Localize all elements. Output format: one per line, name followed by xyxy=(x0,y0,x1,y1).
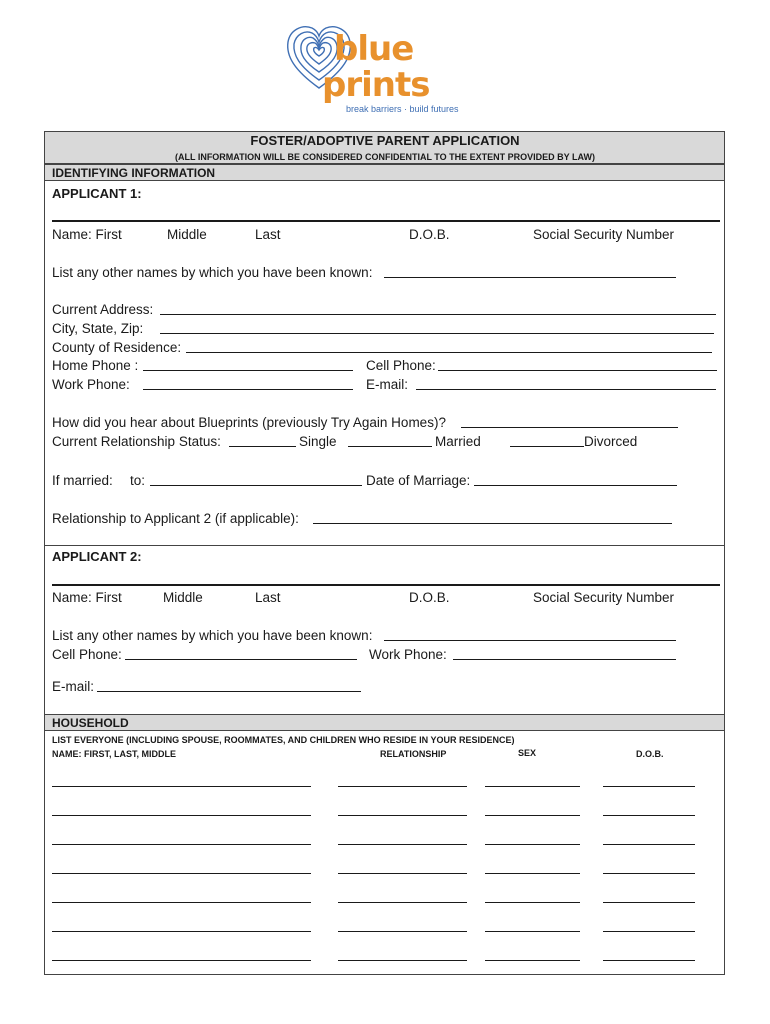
household-name-field[interactable] xyxy=(52,844,311,845)
household-sex-field[interactable] xyxy=(485,786,580,787)
confidential-note: (ALL INFORMATION WILL BE CONSIDERED CONFIDENTIAL TO THE EXTENT PROVIDED BY LAW) xyxy=(174,152,595,162)
household-col-sex: SEX xyxy=(518,748,537,758)
household-sex-field[interactable] xyxy=(485,815,580,816)
a1-single-field[interactable] xyxy=(229,446,296,447)
a2-email-field[interactable] xyxy=(97,691,361,692)
a1-relationship-status-label: Current Relationship Status: xyxy=(52,434,221,449)
a2-dob-label: D.O.B. xyxy=(409,590,450,605)
household-name-field[interactable] xyxy=(52,931,311,932)
a2-work-phone-label: Work Phone: xyxy=(369,647,447,662)
a2-name-first-label: Name: First xyxy=(52,590,122,605)
household-dob-field[interactable] xyxy=(603,844,695,845)
a1-county-field[interactable] xyxy=(186,352,712,353)
applicant1-name-line xyxy=(52,220,720,222)
a2-other-names-label: List any other names by which you have been known: xyxy=(52,628,373,643)
a1-married-field[interactable] xyxy=(348,446,432,447)
household-col-relationship: RELATIONSHIP xyxy=(380,749,447,759)
household-relationship-field[interactable] xyxy=(338,902,467,903)
a1-to-label: to: xyxy=(130,473,146,488)
a2-email-label: E-mail: xyxy=(52,679,95,694)
a2-cell-phone-field[interactable] xyxy=(125,659,357,660)
household-dob-field[interactable] xyxy=(603,902,695,903)
a1-cell-phone-label: Cell Phone: xyxy=(366,358,436,373)
applicant1-heading: APPLICANT 1: xyxy=(52,186,142,201)
applicant2-name-line xyxy=(52,584,720,586)
a1-married-label: Married xyxy=(435,434,481,449)
form-title: FOSTER/ADOPTIVE PARENT APPLICATION xyxy=(250,133,520,148)
household-dob-field[interactable] xyxy=(603,873,695,874)
a2-work-phone-field[interactable] xyxy=(453,659,676,660)
a1-relationship-to-2-label: Relationship to Applicant 2 (if applicable): xyxy=(52,511,299,526)
a1-address-field[interactable] xyxy=(160,314,716,315)
a1-address-label: Current Address: xyxy=(52,302,154,317)
a2-name-middle-label: Middle xyxy=(163,590,203,605)
household-name-field[interactable] xyxy=(52,815,311,816)
a1-married-to-field[interactable] xyxy=(150,485,362,486)
household-relationship-field[interactable] xyxy=(338,815,467,816)
a1-date-of-marriage-label: Date of Marriage: xyxy=(366,473,471,488)
household-name-field[interactable] xyxy=(52,786,311,787)
a1-single-label: Single xyxy=(299,434,337,449)
a1-county-label: County of Residence: xyxy=(52,340,182,355)
logo-word-prints: prints xyxy=(322,65,430,105)
a1-name-first-label: Name: First xyxy=(52,227,122,242)
section-divider xyxy=(44,545,725,546)
household-sex-field[interactable] xyxy=(485,902,580,903)
a2-cell-phone-label: Cell Phone: xyxy=(52,647,122,662)
household-sex-field[interactable] xyxy=(485,873,580,874)
household-relationship-field[interactable] xyxy=(338,786,467,787)
a1-divorced-label: Divorced xyxy=(584,434,638,449)
identifying-heading: IDENTIFYING INFORMATION xyxy=(52,166,216,180)
logo xyxy=(284,20,464,116)
a1-how-heard-field[interactable] xyxy=(461,427,678,428)
logo-tagline: break barriers · build futures xyxy=(346,104,459,114)
household-dob-field[interactable] xyxy=(603,815,695,816)
household-bar xyxy=(44,714,725,731)
household-name-field[interactable] xyxy=(52,960,311,961)
household-dob-field[interactable] xyxy=(603,786,695,787)
a1-dob-label: D.O.B. xyxy=(409,227,450,242)
form-border xyxy=(44,131,725,975)
a1-email-field[interactable] xyxy=(416,389,716,390)
household-sex-field[interactable] xyxy=(485,960,580,961)
household-instructions: LIST EVERYONE (INCLUDING SPOUSE, ROOMMATES, AND CHILDREN WHO RESIDE IN YOUR RESIDENCE) xyxy=(52,735,515,745)
a2-name-last-label: Last xyxy=(255,590,281,605)
household-dob-field[interactable] xyxy=(603,960,695,961)
a2-ssn-label: Social Security Number xyxy=(533,590,675,605)
household-dob-field[interactable] xyxy=(603,931,695,932)
a1-ssn-label: Social Security Number xyxy=(533,227,675,242)
a1-divorced-field[interactable] xyxy=(510,446,584,447)
a1-how-heard-label: How did you hear about Blueprints (previously Try Again Homes)? xyxy=(52,415,446,430)
household-sex-field[interactable] xyxy=(485,931,580,932)
household-heading: HOUSEHOLD xyxy=(52,716,129,730)
a1-home-phone-field[interactable] xyxy=(143,370,353,371)
a1-city-label: City, State, Zip: xyxy=(52,321,144,336)
household-col-name: NAME: FIRST, LAST, MIDDLE xyxy=(52,749,176,759)
a1-if-married-label: If married: xyxy=(52,473,113,488)
household-relationship-field[interactable] xyxy=(338,844,467,845)
household-col-dob: D.O.B. xyxy=(636,749,664,759)
household-sex-field[interactable] xyxy=(485,844,580,845)
household-name-field[interactable] xyxy=(52,902,311,903)
a1-email-label: E-mail: xyxy=(366,377,409,392)
a1-other-names-field[interactable] xyxy=(384,277,676,278)
a1-home-phone-label: Home Phone : xyxy=(52,358,139,373)
a1-city-field[interactable] xyxy=(160,333,714,334)
a1-work-phone-label: Work Phone: xyxy=(52,377,130,392)
a1-work-phone-field[interactable] xyxy=(143,389,353,390)
a1-name-middle-label: Middle xyxy=(167,227,207,242)
household-relationship-field[interactable] xyxy=(338,873,467,874)
a1-relationship-to-2-field[interactable] xyxy=(313,523,672,524)
a1-other-names-label: List any other names by which you have been known: xyxy=(52,265,373,280)
a1-cell-phone-field[interactable] xyxy=(438,370,717,371)
logo-word-blue: blue xyxy=(334,29,414,69)
a1-date-of-marriage-field[interactable] xyxy=(474,485,677,486)
applicant2-heading: APPLICANT 2: xyxy=(52,549,142,564)
household-name-field[interactable] xyxy=(52,873,311,874)
a2-other-names-field[interactable] xyxy=(384,640,676,641)
a1-name-last-label: Last xyxy=(255,227,281,242)
household-relationship-field[interactable] xyxy=(338,960,467,961)
household-relationship-field[interactable] xyxy=(338,931,467,932)
